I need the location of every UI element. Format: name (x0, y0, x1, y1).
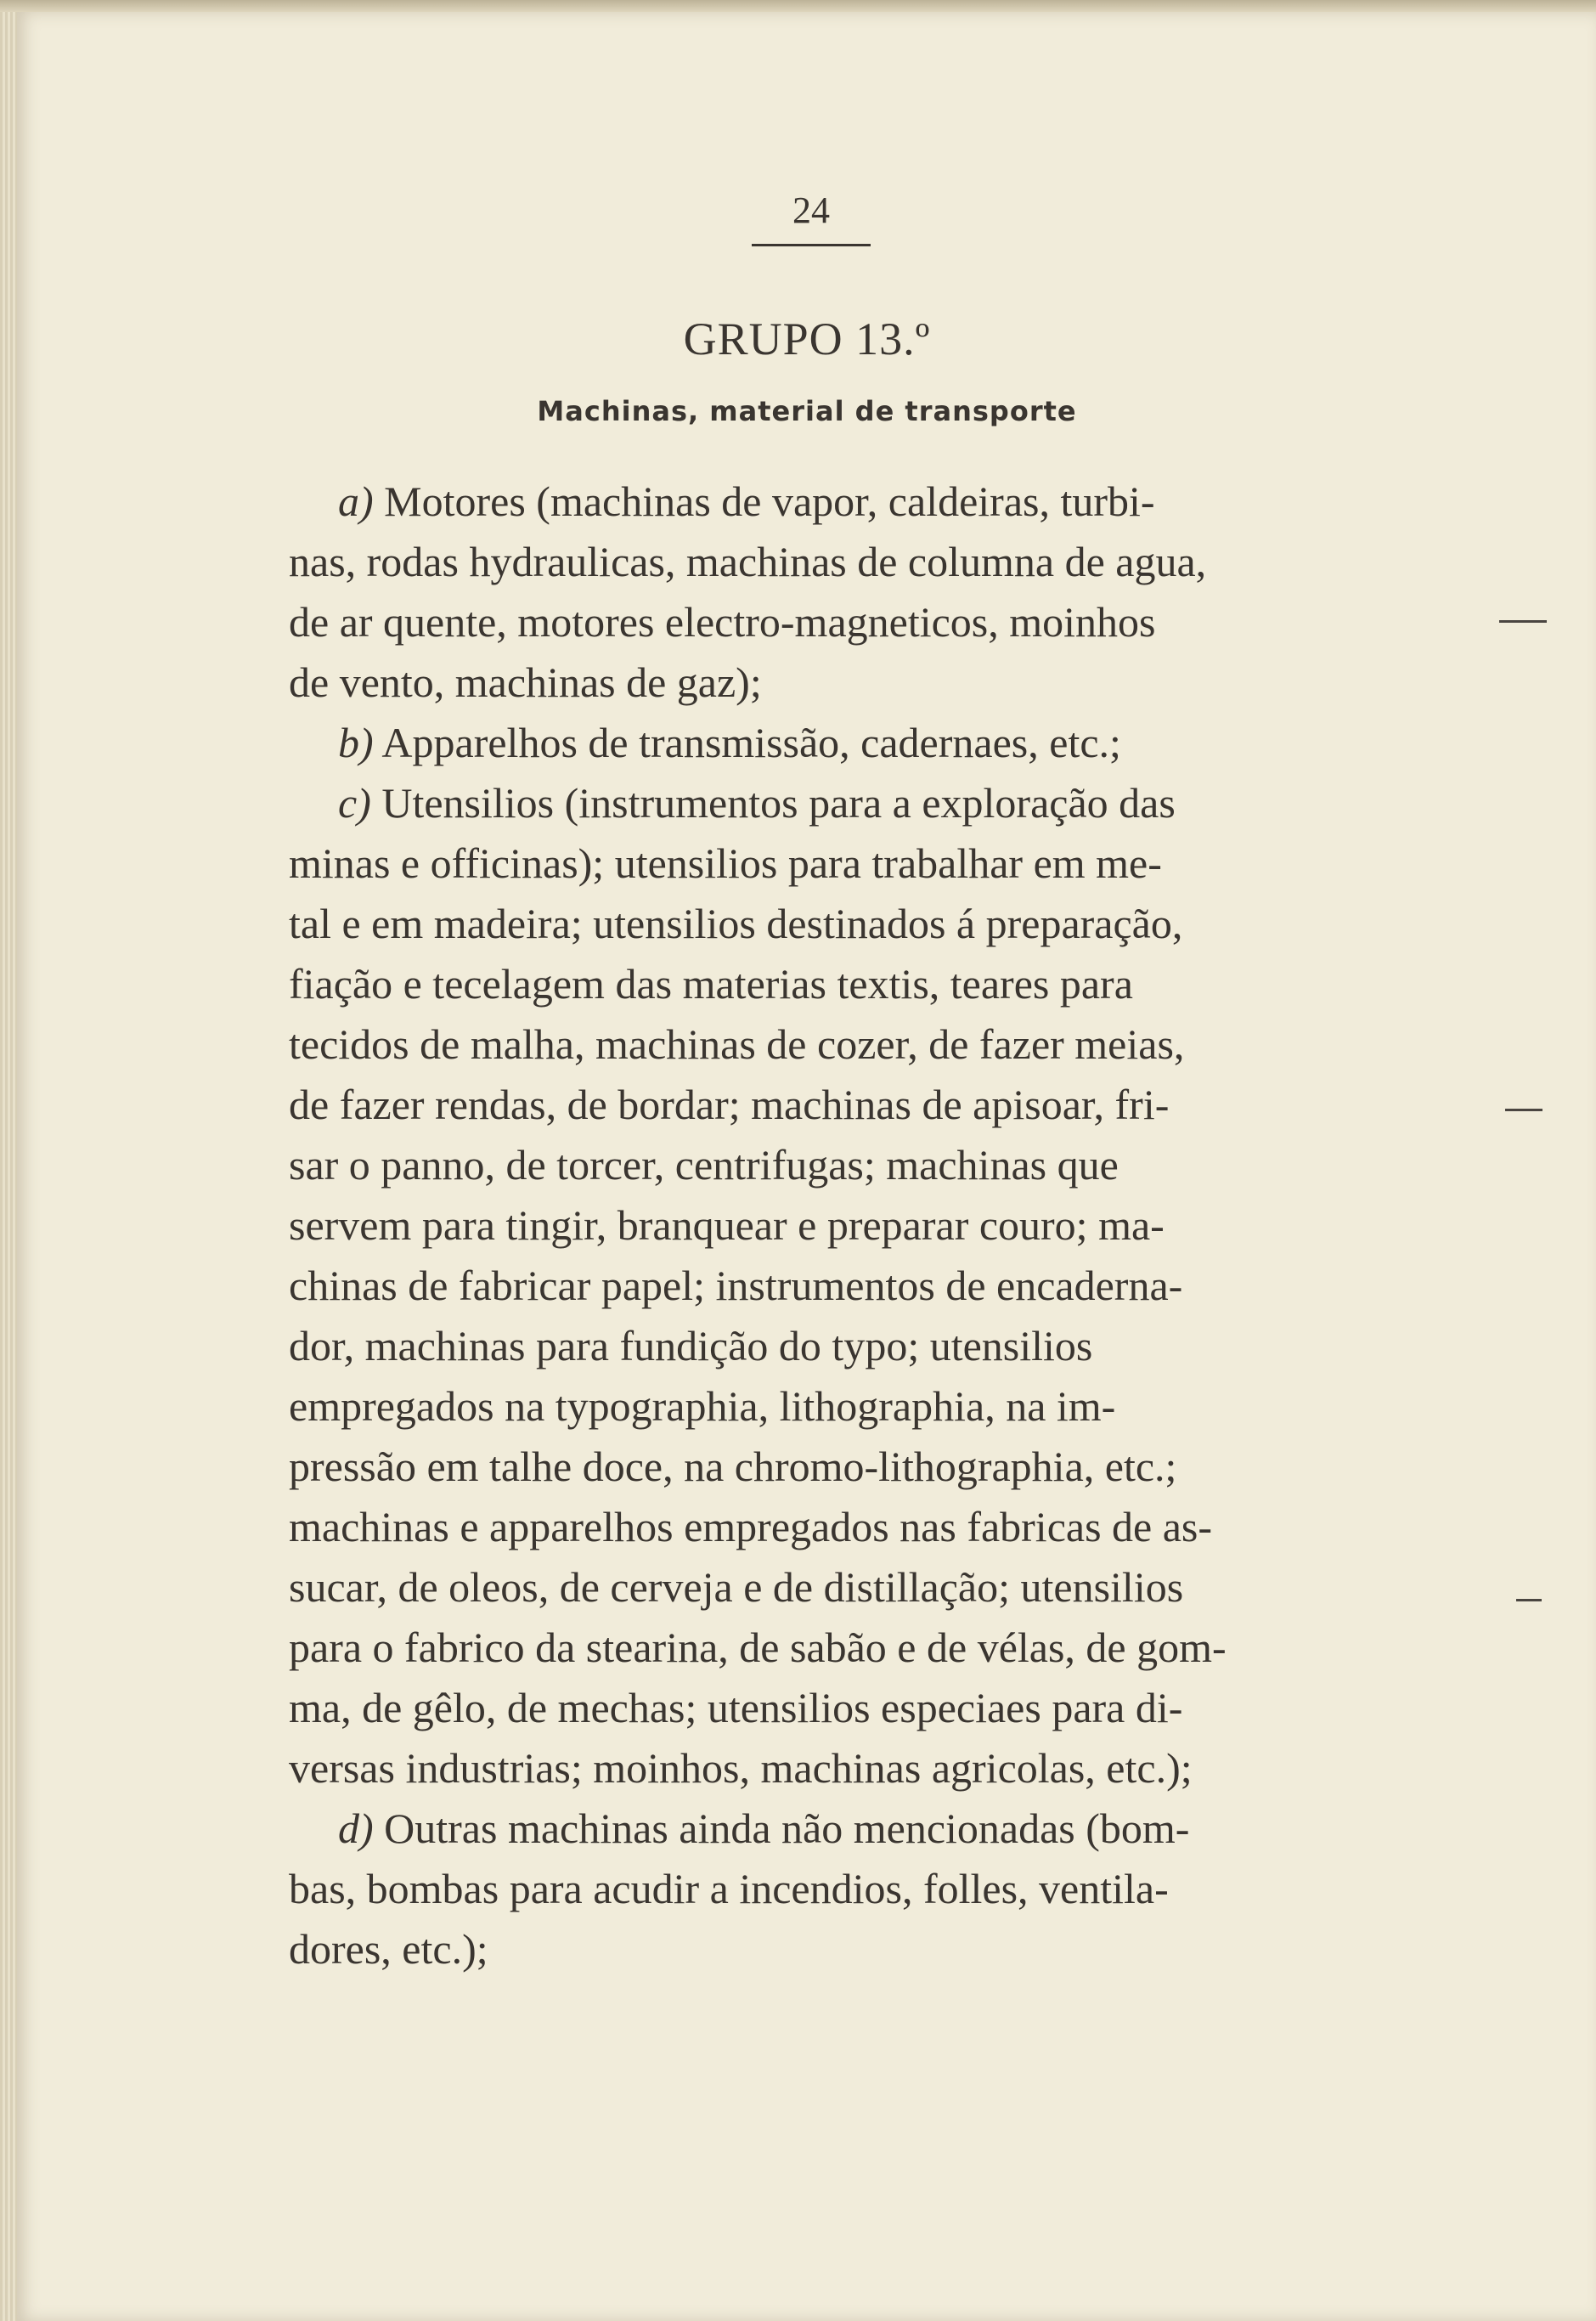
text-line (289, 1316, 1334, 1376)
line-text: sucar, de oleos, de cerveja e de distillação; utensilios (289, 1563, 1184, 1611)
text-line (289, 1195, 1334, 1256)
margin-mark (1516, 1599, 1542, 1601)
text-line (289, 1135, 1334, 1195)
top-edge (0, 0, 1596, 12)
body-text (289, 472, 1334, 1979)
text-line (289, 954, 1334, 1014)
line-text: de ar quente, motores electro-magneticos, moinhos (289, 598, 1156, 646)
text-line (289, 1014, 1334, 1075)
line-text: minas e officinas); utensilios para trabalhar em me- (289, 839, 1162, 887)
text-line (289, 833, 1334, 894)
line-text: de fazer rendas, de bordar; machinas de apisoar, fri- (289, 1081, 1170, 1128)
line-text: empregados na typographia, lithographia, na im- (289, 1382, 1116, 1430)
line-text: ma, de gêlo, de mechas; utensilios especiaes para di- (289, 1684, 1183, 1731)
line-text: bas, bombas para acudir a incendios, folles, ventila- (289, 1865, 1169, 1912)
line-text: machinas e apparelhos empregados nas fabricas de as- (289, 1503, 1213, 1550)
text-line (289, 1437, 1334, 1497)
page-number: 24 (792, 189, 830, 231)
text-line (289, 1738, 1334, 1799)
text-line (289, 472, 1334, 532)
line-text: sar o panno, de torcer, centrifugas; machinas que (289, 1141, 1119, 1189)
line-text: tal e em madeira; utensilios destinados á preparação, (289, 900, 1183, 947)
line-text: tecidos de malha, machinas de cozer, de fazer meias, (289, 1020, 1185, 1068)
group-title: GRUPO 13.º (683, 313, 931, 364)
text-line (289, 773, 1334, 833)
line-text: servem para tingir, branquear e preparar couro; ma- (289, 1201, 1165, 1249)
line-text: dor, machinas para fundição do typo; utensilios (289, 1322, 1093, 1369)
line-text: versas industrias; moinhos, machinas agricolas, etc.); (289, 1744, 1193, 1792)
page-number-rule (752, 244, 871, 246)
line-text: nas, rodas hydraulicas, machinas de columna de agua, (289, 538, 1207, 585)
text-line (289, 1376, 1334, 1437)
text-line (289, 1618, 1334, 1678)
margin-mark (1499, 620, 1547, 623)
text-line (289, 652, 1334, 713)
text-line (289, 592, 1334, 652)
text-line (289, 1557, 1334, 1618)
margin-mark (1505, 1109, 1542, 1111)
item-letter: c) (338, 779, 371, 827)
line-text: pressão em talhe doce, na chromo-lithographia, etc.; (289, 1443, 1177, 1490)
line-text: fiação e tecelagem das materias textis, teares para (289, 960, 1133, 1008)
line-text: Motores (machinas de vapor, caldeiras, turbi- (384, 477, 1155, 525)
text-line (289, 894, 1334, 954)
text-line (289, 532, 1334, 592)
group-subtitle: Machinas, material de transporte (537, 395, 1077, 427)
text-line (289, 1075, 1334, 1135)
text-line (289, 1678, 1334, 1738)
page-edge (0, 0, 17, 2321)
line-text: Utensilios (instrumentos para a exploração das (381, 779, 1176, 827)
text-line (289, 1497, 1334, 1557)
line-text: para o fabrico da stearina, de sabão e de vélas, de gom- (289, 1624, 1227, 1671)
line-text: dores, etc.); (289, 1925, 488, 1973)
line-text: chinas de fabricar papel; instrumentos de encaderna- (289, 1262, 1183, 1309)
text-line (289, 1859, 1334, 1919)
text-line (289, 713, 1334, 773)
text-line (289, 1256, 1334, 1316)
text-line (289, 1919, 1334, 1979)
item-letter: a) (338, 477, 374, 525)
line-text: Outras machinas ainda não mencionadas (bom- (384, 1804, 1190, 1852)
line-text: Apparelhos de transmissão, cadernaes, etc.; (381, 719, 1121, 766)
item-letter: b) (338, 719, 374, 766)
item-letter: d) (338, 1804, 374, 1852)
line-text: de vento, machinas de gaz); (289, 658, 762, 706)
text-line (289, 1799, 1334, 1859)
